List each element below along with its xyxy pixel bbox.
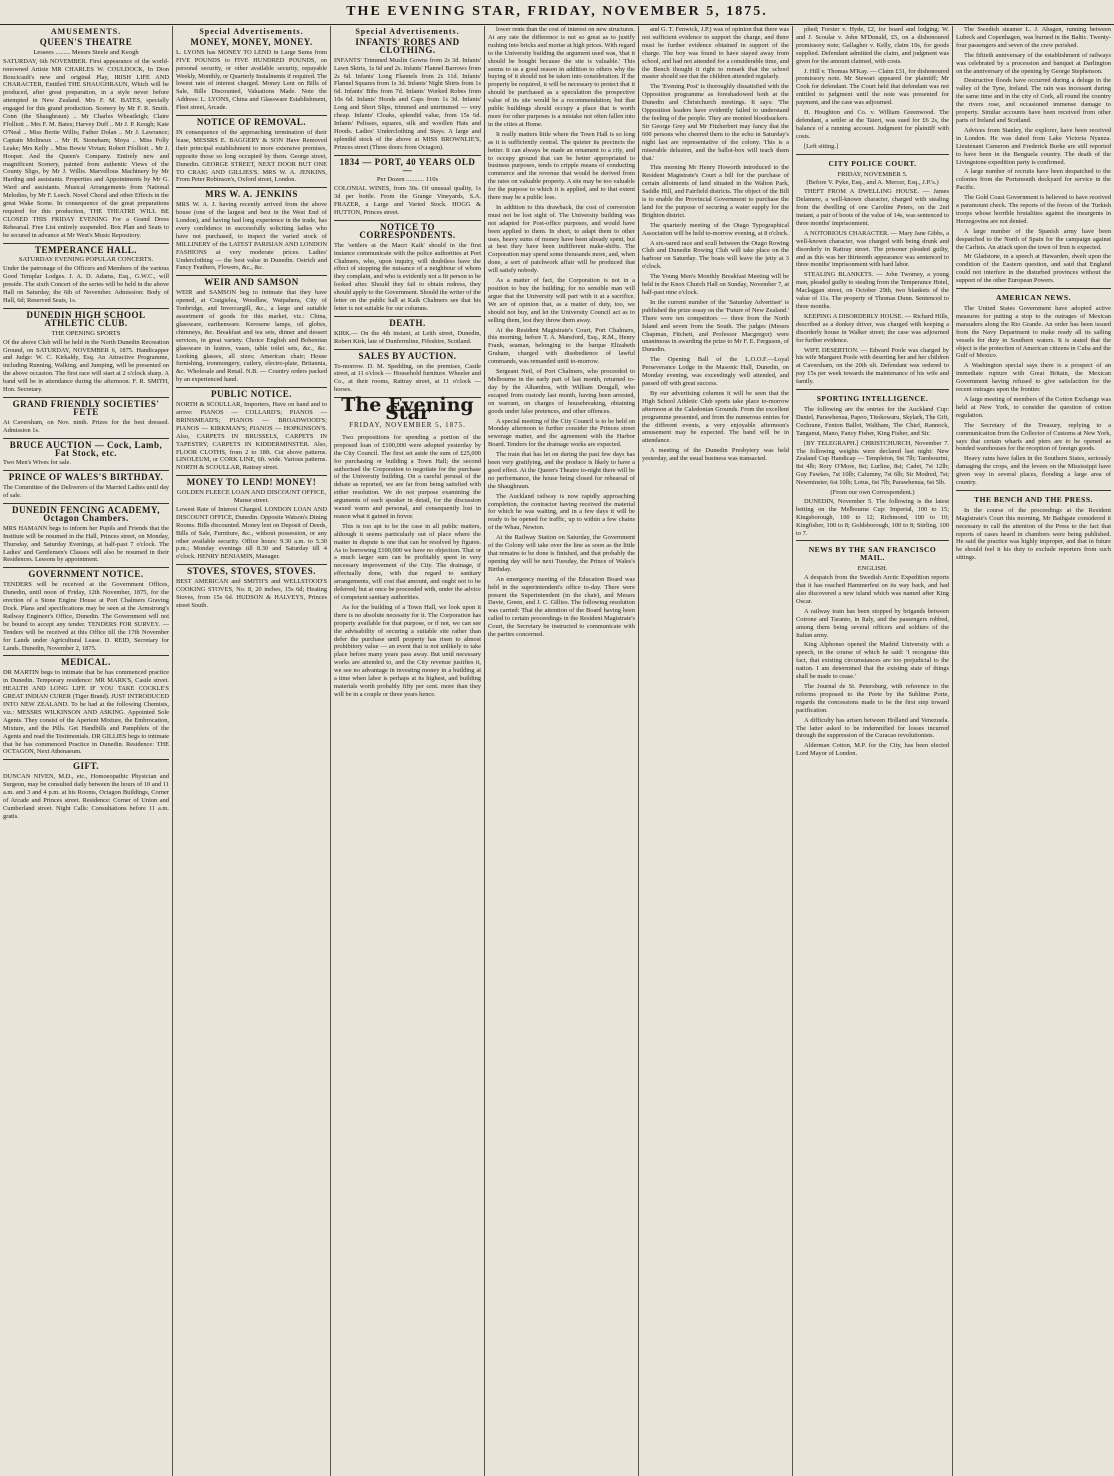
mail-heading: NEWS BY THE SAN FRANCISCO MAIL. [808,545,937,563]
news-paragraph: This morning Mr Henry Howorth introduced to the Resident Magistrate's Court a bill for the purchase of certain allotments of land situated in the Walton Park, Saddle Hill, and Fairfield districts. The object of the Bill is to enable the Provincial Government to purchase the land for the purpose of securing a water supply for the Brighton district. [642,164,789,219]
advertisement [176,36,327,112]
news-paragraph: The fiftieth anniversary of the establishment of railways was celebrated by a procession and banquet at Darlington on the anniversary of the opening by George Stephenson. [956,51,1111,75]
advertisement [3,567,169,652]
ad-body: DUNCAN NIVEN, M.D., etc., Homoeopathic Physician and Surgeon, may be consulted daily between the hours of 10 and 11 a.m. and 3 and 4 p.m. at his Rooms, Octagon Buildings, Corner of Arcade and Princes street. Residence: Corner of Union and Cumberland street. Night Calls: Consultations before 11 a.m. gratis. [3,773,169,820]
ad-body: BEST AMERICAN and SMITH'S and WELLSTOOD'S COOKING STOVES, No. 8, 20 inches, 15s 6d; Heating Stoves, from 15s 6d. HUDSON & HALVEYS, Princes street South. [176,578,327,609]
ad-title: GIFT. [72,761,100,772]
news-paragraph: The Gold Coast Government is believed to have received a paramount check. The reports of the forces of the Turkish troops whose horrible brutalities against the insurgents in Herzegovina are not denied. [956,194,1111,225]
ad-body: The 'settlers at the Macri Kaik' should in the first instance communicate with the police authorities at Port Chalmers, who, upon inquiry, will doubtless have the effect of stopping the nuisance of a neighbour of whom they complain, and who is evidently not a fit person to be looked after. Should they fail to obtain redress, they should apply to the Government. Should the writer of the letter on the public hall at Kaik Chalmers see that his letter is not suitable for our columns. [334,241,481,312]
advertisement [176,564,327,610]
news-paragraph: The United States Government have adopted active measures for putting a stop to the outrages of Mexican marauders along the Rio Grande. An order has been issued from the Navy Department to make ready all its sailing vessels for duty in Southern waters. It is stated that the object is the protection of American citizens in Cuba and the Gulf of Mexico. [956,305,1111,360]
column-foreign-news [952,26,1114,1476]
ad-title: MONEY, MONEY, MONEY. [190,36,313,47]
news-paragraph: WIFE DESERTION. — Edward Poole was charged by his wife Margaret Poole with deserting her and her children at Caversham, on the 20th ult. Defendant was ordered to pay 15s per week towards the maintenance of his wife and family. [796,346,949,386]
bench-press-heading: THE BENCH AND THE PRESS. [974,494,1093,504]
ad-title: BRUCE AUCTION — Cock, Lamb, Fat Stock, etc. [9,439,163,458]
news-paragraph: Heavy rains have fallen in the Southern States, seriously damaging the crops, and the levees on the Mississippi have given way in several places, flooding a large area of country. [956,455,1111,487]
news-paragraph: KEEPING A DISORDERLY HOUSE. — Richard Hills, described as a donkey driver, was charged with keeping a disorderly house in Walker street; the case was adjourned for further evidence. [796,312,949,344]
column-heading: AMUSEMENTS. [50,27,122,36]
ad-title: QUEEN'S THEATRE [39,36,133,47]
news-paragraph: The following are the entries for the Auckland Cup: Daniel, Parawhenua, Papoo, Titokowaru, Skylark, The Gift, Cochrane, Fenton Ballot, Waltham, The Chief, Rannock, Tanganui, Mano, Fancy Fisher, King Fisher, and Sir. [796,405,949,437]
ad-body: NORTH & SCOULLAR, Importers, Have on hand and to arrive: PIANOS — COLLARD'S; PIANOS — BRINSMEAD'S; PIANOS — BROADWOOD'S; PIANOS — KIRKMAN'S; PIANOS — HOPKINSON'S. Also, CARPETS IN BRUSSELS, CARPETS IN TAPESTRY, CARPETS IN KIDDERMINSTER. Also, FLOOR CLOTHS, from 2 to 18ft. Cut above patterns. LINOLEUM, or CORK LINE, 6ft. wide. Various patterns. NORTH & SCOULLAR, Rattray street. [176,401,327,472]
divider-rule [3,759,169,760]
advertisement [3,308,169,394]
column-heading: Special Advertisements. [199,27,304,36]
advertisement [176,387,327,472]
news-paragraph: The quarterly meeting of the Otago Typographical Association will be held to-morrow evening, at 8 o'clock. [642,221,789,237]
editorial-paragraph: Two propositions for spending a portion of the proposed loan of £100,000 were adopted yesterday by the City Council. The first set aside the sum of £25,000 for purchasing or building a Town Hall; the second authorised the Corporation to negotiate for the purchase of the University building. On a careful perusal of the debate as reported, we are far from being satisfied with either resolution. We do not purpose examining the arguments of each speaker in detail, for the discussion waxed warm and personal, and consequently lost in reason what it gained in fervor. [334,433,481,520]
news-paragraph: The 'Evening Post' is thoroughly dissatisfied with the Opposition programme as foreshadowed both at the Dunedin and Christchurch meetings. It says: 'The Opposition leaders have evidently failed to understand the feeling of the people. They are monied bloodsuckers. Sir George Grey and Mr Fitzherbert may fancy that the 600 persons who cheered them to the echo in Saturday's night last are representative of the colony. This is a miserable delusion, and the ballot-box will teach them that.' [642,83,789,162]
ad-title: DUNEDIN FENCING ACADEMY, Octagon Chambers. [12,505,160,523]
news-paragraph: A large meeting of members of the Cotton Exchange was held at New York, to consider the question of cotton regulation. [956,395,1111,419]
ad-title: INFANTS' ROBES AND CLOTHING. [355,36,460,55]
divider-rule [3,397,169,398]
news-paragraph: H. Houghton and Co. v. William Greenwood. The defendant, a settler at the Taieri, was sued for £6 2s, the balance of a running account. Judgment for plaintiff with costs. [796,109,949,140]
news-paragraph: THEFT FROM A DWELLING HOUSE. — James Delamere, a well-known character, charged with stealing from the dwelling of one Caroline Peters, on the 2nd instant, a pair of boots of the value of 14s, was sentenced to three months' imprisonment. [796,188,949,227]
news-paragraph: [Left sitting.] [804,142,839,150]
divider-rule [3,438,169,439]
ad-body: L. LYONS has MONEY TO LEND in Large Sums from FIVE POUNDS to FIVE HUNDRED POUNDS, on personal security, or other available security, repayable Weekly, Monthly, or Quarterly Instalments if required. The lowest rate of interest charged. Money Lent on Bills of Sale, Bills Discounted, Valuations Made. Note the Address: L. LYONS, China and Glassware Establishment, Fleet street, Arcade. [176,48,327,112]
ad-body: MRS HAMANN begs to inform her Pupils and Friends that the Institute will be resumed in the Hall, Princes street, on Monday, Thursday, and Saturday Evenings, at half-past 7 o'clock. The Ladies' and Gentlemen's Classes will also be resumed in their Residences. Lessons by appointment. [3,524,169,564]
ad-title: GOVERNMENT NOTICE. [28,569,144,580]
ad-body: KIRK.— On the 4th instant, at Leith street, Dunedin, Robert Kirk, late of Dunfermline, Fifeshire, Scotland. [334,329,481,345]
american-news-heading: AMERICAN NEWS. [996,293,1071,303]
ad-body: MRS W. A. J. having recently arrived from the above house (one of the largest and best in the West End of London), and having had long experience in the trade, has every confidence in successfully soliciting ladies who have not purchased, to inspect the varied stock of MILLINERY of the LATEST PARISIAN AND LONDON FASHIONS at very moderate prices. Ladies' Underclothing — the best value in Dunedin. Ostrich and Fancy Feathers, Flowers, &c., &c. [176,201,327,272]
divider-rule [956,288,1111,289]
advertisement [3,655,169,756]
divider-rule [176,475,327,476]
news-paragraph: plied; Forster v. Hyde, £2, for board and lodging; W. and J. Scoular v. John M'Donald, £5, on a dishonoured promissory note; Gallagher v. Kelly, claim 10s, for goods supplied. Defendant admitted the claim, and judgment was given for the amount claimed, with costs. [796,26,949,65]
advertisement [3,243,169,305]
advertisement [334,349,481,395]
ad-body: COLONIAL WINES, from 30s. Of unusual quality, 1s 3d per bottle. From the Grange Vineyards, S.A. FRAZER, a Large and Varied Stock. HOGG & HUTTON, Princes street. [334,185,481,217]
advertisement [334,155,481,217]
news-paragraph: At the Resident Magistrate's Court, Port Chalmers, this morning, before T. A. Mansford, Esq., R.M., Henry Frank, seaman, belonging to the barque Elizabeth Graham, charged with disobedience of lawful commands, was remanded until to-morrow. [488,326,635,366]
ad-subtitle: THE OPENING SPORTS [51,329,121,337]
news-paragraph: A special meeting of the City Council is to be held on Monday afternoon to further consider the Princes street sewerage matter, and the agreement with the Harbor Board. Tenders for the drainage works are expected. [488,417,635,449]
column-amusements [0,26,172,1476]
news-paragraph: lower rents than the cost of interest on new structures. At any rate the difference is not so great as to justify rushing into bricks and mortar at high prices. With regard to the University building the argument used was, 'that it should be bought because the site is valuable.' This seems to us a good reason in addition to others why the buying of it should not be taken into consideration. If the property be required, it will be necessary to protect that it should be purchased as a speculation the prospective value of its site would be a recommendation; but that public buildings should occupy a place that is worth more for other purposes is a mistake not often fallen into in the cities at Home. [488,26,635,128]
divider-rule [334,349,481,350]
news-paragraph: A NOTORIOUS CHARACTER. — Mary Jane Gibbs, a well-known character, was charged with being drunk and disorderly in Rattray street. The prisoner pleaded guilty, and as this was her thirteenth appearance was sentenced to three months' imprisonment with hard labor. [796,229,949,269]
news-paragraph: Destructive floods have occurred during a deluge in the valley of the Tyne, Ireland. The rain was incessant during the same time and in the city of Cork, all round the country the rivers rose, and occasioned immense damage to property. Similar accounts have been received from other parts of Ireland and Scotland. [956,77,1111,124]
ad-title: PRINCE OF WALES'S BIRTHDAY. [8,472,164,483]
divider-rule [3,655,169,656]
divider-rule [176,275,327,276]
advertisement [334,36,481,152]
ad-body: Under the patronage of the Officers and Members of the various Good Templar Lodges. J. A. D. Adams, Esq., G.W.C., will preside. The sixth Concert of the series will be held in the above Hall on Saturday, the 6th of November. Admission: Body of Hall, 6d; Reserved Seats, 1s. [3,265,169,304]
news-paragraph: STEALING BLANKETS. — John Twomey, a young man, pleaded guilty to stealing from the Temperance Hotel, Maclaggan street, on October 29th, two blankets of the value of 11s. The property of Thomas Dunn. Sentenced to three months. [796,271,949,310]
ad-title: MRS W. A. JENKINS [205,189,298,200]
news-paragraph: A large number of the Spanish army have been despatched to the North of Spain for the campaign against the Carlists. An attack upon the town of Irun is expected. [956,227,1111,251]
news-paragraph: Mr Gladstone, in a speech at Hawarden, dwelt upon the condition of the Eastern question, and said that England could not interfere in the disturbed provinces without the support of the other European Powers. [956,253,1111,285]
ad-body: INFANTS' Trimmed Muslin Gowns from 2s 3d. Infants' Lawn Skirts, 1s 6d and 2s. Infants' Flannel Barrows from 2s 6d. Infants' Long Flannels from 2s 11d. Infants' Flannel Squares from 1s 3d. Infants' Night Shirts from 1s 6d. Infants' Bibs from 7d. Infants' Worked Robes from 10s 6d. Infants' Hoods and Caps from 1s 3d. Infants' Long and Short Slips, trimmed and untrimmed — very cheap. Infants' Cloaks, splendid value, from 15s 6d. Infants' Pelisses, squares, silk and woollen Hats and Hoods. Ladies' Underclothing and Stays. A large and splendid stock of the above at MISS BROWNLIE'S, Princes street (Three doors from Octagon). [334,56,481,151]
news-paragraph: The Secretary of the Treasury, replying to a communication from the Collector of Customs at New York, says that certain wharfs and piers are to be opened as bonded warehouses for the reception of foreign goods. [956,421,1111,453]
advertisement [3,36,169,240]
news-paragraph: In the course of the proceedings at the Resident Magistrate's Court this morning, Mr Bathgate considered it necessary to call the attention of the Press to the fact that reports of cases heard in chambers were being published. He said the practice was highly improper, and that in future he should feel it his duty to exclude reporters from such sittings. [956,506,1111,562]
divider-rule [3,308,169,309]
ad-title: TEMPERANCE HALL. [34,244,137,255]
advertisement [3,397,169,435]
news-paragraph: A Washington special says there is a prospect of an immediate rupture with Great Britain, the Mexican Government having refused to give satisfaction for the recent outrages upon the frontier. [956,362,1111,394]
divider-rule [796,540,949,541]
advertisement [3,470,169,500]
advertisement [334,316,481,346]
news-paragraph: The Journal de St. Petersburg, with reference to the reforms proposed to the Porte by the Sublime Porte, regards the concessions made to be the first step toward pacification. [796,682,949,714]
editorial-paragraph: This is too apt to be the case in all public matters, although it seems particularly out of place where the matter in dispute is one that can be resolved by figures. As to borrowing £100,000 we have no objection. That or a much larger sum can be profitably spent in very necessary improvement of the City. The drainage, if effectually done, with due regard to sanitary arrangements, will cost that amount, and ought not to be deferred; but at once be proceeded with, under the advice of competent sanitary authorities. [334,522,481,601]
ad-title: GRAND FRIENDLY SOCIETIES' FETE [12,398,160,417]
divider-rule [334,155,481,156]
advertisement [334,220,481,313]
divider-rule [956,490,1111,491]
ad-body: TENDERS will be received at the Government Offices, Dunedin, until noon of Friday, 12th November, 1875, for the erection of a Stone Engine House at Port Chalmers Graving Dock. Plans and specifications may be seen at the Armstrong's Railway Engineer's Office, Dunedin. The Government will not be bound to accept any tender. TENDERS FOR SURVEY. — Tenders will be received at this Office till the 17th November for Lands under Agricultural Lease. D. REID, Secretary for Lands. Dunedin, November 2, 1875. [3,581,169,652]
ad-body: Lowest Rate of Interest Charged. LONDON LOAN AND DISCOUNT OFFICE, Dunedin. Opposite Watson's Dining Rooms. Bills discounted. Money lent on Deposit of Deeds, Bills of Sale, Furniture, &c., without possession, or any other available security. Office hours: 9.30 a.m. to 5.30 p.m.; Monday evenings till 8.30 and Saturday till 4 o'clock. HENRY BENJAMIN, Manager. [176,505,327,561]
divider-rule [176,187,327,188]
news-paragraph: DUNEDIN, November 5. The following is the latest betting on the Melbourne Cup: Imperial, 100 to 15; Kingsborough, 100 to 12; Richmond, 100 to 10; Kingfisher, 100 to 8; Goldsborough, 100 to 8; Stirling, 100 to 7. [796,497,949,537]
editorial-paragraph: As for the building of a Town Hall, we look upon it there is no absolute necessity for it. The Corporation has property available for that purpose, or if not, we can see the advisability of securing a suitable site rather than defer the purchase until property has risen to almost prohibitory value — an event that is not unlikely to take place before many years pass away. But until necessary works are attended to, and the City revenue justifies it, we see no advantage in investing money in a building at a time when labor is perhaps at its highest, and building materials worth probably fifty per cent. more than they will be in a couple or three years hence. [334,603,481,698]
news-paragraph: In the current number of the 'Saturday Advertiser' is published the prize essay on the 'Future of New Zealand.' There were ten competitors — three from the North Island and seven from the South. The judges (Messrs Chapman, Fitchett, and Professor Macgregor) were unanimous in awarding the prize to Mr F. E. Ferguson, of Dunedin. [642,298,789,354]
advertisement [176,475,327,561]
news-paragraph: The Young Men's Monthly Breakfast Meeting will be held in the Knox Church Hall on Sunday, November 7, at half-past nine o'clock. [642,273,789,296]
news-paragraph: The Opening Ball of the L.O.O.F.—Loyal Perseverance Lodge in the Masonic Hall, Dunedin, on Monday evening, was exceedingly well attended, and passed off with great success. [642,356,789,387]
advertisement [176,187,327,272]
advertisement [176,115,327,184]
news-paragraph: As a matter of fact, the Corporation is not in a position to buy the building; for no sensible man will argue that the University will part with it at a sacrifice. We are of opinion that, as a matter of duty, too, we should not buy, and let the University Council act as to selling them, lest they throw them away. [488,277,635,324]
ad-title: PUBLIC NOTICE. [210,389,292,400]
column-local-news [638,26,792,1476]
news-paragraph: An emergency meeting of the Education Board was held in the superintendent's office to-day. There were present the Superintendent (in the chair), and Messrs Davie, Green, and J. C. Gillies. The following resolution was carried: That the attention of the Board having been called to certain proceedings in the Resident Magistrate's Court, the Secretary be instructed to communicate with the parties concerned. [488,575,635,639]
advertisement [176,275,327,384]
news-paragraph: King Alphonso opened the Madrid University with a speech, in the course of which he said: 'I recognise this fact, that existing circumstances are too prejudicial to the nation. I am determined that the existing state of things shall be made to cease.' [796,641,949,681]
ad-body: To-morrow. D. M. Spedding, on the premises, Castle street, at 11 o'clock — Household furniture. Wheeler and Co., at their rooms, Rattray street, at 11 o'clock — horses. [334,362,481,394]
ad-title: DUNEDIN HIGH SCHOOL ATHLETIC CLUB. [26,309,146,328]
news-paragraph: A large number of recruits have been despatched to the colonies from the Portsmouth dockyard for service in the Pacific. [956,168,1111,192]
ad-title: WEIR AND SAMSON [204,277,299,288]
news-paragraph: A despatch from the Swedish Arctic Expedition reports that it has reached Hammerfest on its way back, and had also discovered a new island which was named after King Oscar. [796,574,949,605]
ad-subtitle: Lessees ......... Messrs Steele and Keogh [33,48,139,56]
divider-rule [3,243,169,244]
ad-title: MONEY TO LEND! MONEY! [186,477,317,488]
ad-body: Of the above Club will be held in the North Dunedin Recreation Ground, on SATURDAY, NOVEMBER 6, 1875. Handicapper and Judge: W. C. Kirkaldy, Esq. An Attractive Programme, including Running, Walking, and Jumping, will be presented on the above occasion. The first race will start at 2 o'clock sharp. A band will be in attendance during the afternoon. F. R. SMITH, Hon. Secretary. [3,338,169,394]
divider-rule [796,154,949,155]
news-paragraph: Sergeant Neil, of Port Chalmers, who proceeded to Melbourne in the early part of last month, returned to-day by the Alhambra, with William Dougall, who escaped from custody last month, having been arrested, on warrant, on charges of housebreaking, obtaining goods under false pretences, and other offences. [488,368,635,415]
divider-rule [3,567,169,568]
news-paragraph: It really matters little where the Town Hall is so long as it is sufficiently central. The quieter its precincts the better. It can always be made an ornament to a city, and to occupy ground that can be better appropriated to business purposes, tends to cripple means of conducting commerce and the revenue that would be derived from the rates on valuable property. A site may be too valuable for the purpose to which it is applied, and to that extent there may be a public loss. [488,130,635,202]
police-court-date: FRIDAY, NOVEMBER 5. [837,170,908,178]
news-paragraph: Alderman Cotton, M.P. for the City, has been elected Lord Mayor of London. [796,742,949,758]
column-heading: Special Advertisements. [355,27,460,36]
ad-body: SATURDAY, 6th NOVEMBER. First appearance of the world-renowned Artiste MR CHARLES W. COULDOCK, In Dion Boucicault's new and original Play, IRISH LIFE AND CHARACTER, Entitled THE SHAUGHRAUN, Which will be produced, after great preparation, in a style never before attempted in New Zealand. Mrs F. M. BATES, specially engaged for this grand production. Scenery by Mr F. R. Smith. Conn (the Shaughraun) .. Mr Charles Wheatleigh; Claire Ffolliott .. Mrs F. M. Bates; Harvey Duff .. Mr J. P. Keogh; Kate O'Neal .. Miss Bertie Willis; Father Dolan .. Mr J. Lawrance; Captain Molineux .. Mr H. Stoneham; Moya .. Miss Polly Leake; Mrs Kelly .. Miss Bowie Vivian; Robert Ffolliott .. Mr J. Hooper. And the Queen's Company. Entirely new and magnificent Scenery, painted from authentic Views of the County Sligo, by Mr J. Willis. Marvellous Machinery by Mr Harding and assistants. Properties and Appointments by Mr G. Ward and assistants. Musical Arrangements from National Melodies, by Mr F. Leech. Novel Choral and other Effects in the great Wake Scene. In consequence of the great preparations required for this production, THE THEATRE WILL BE CLOSED THIS FRIDAY EVENING For a Grand Dress Rehearsal. Free List entirely suspended. Box Plan and Seats to be secured in advance at Mr West's Music Repository. [3,57,169,239]
divider-rule [3,470,169,471]
police-court-bench: (Before V. Pyke, Esq., and A. Mercer, Esq., J.P.'s.) [806,179,939,187]
news-paragraph: A meeting of the Dunedin Presbytery was held yesterday, and the usual business was transacted. [642,447,789,463]
ad-subtitle: FRIDAY, NOVEMBER 5, 1875. [349,420,466,429]
news-paragraph: The train that has let on during the past few days has been very gratifying, and the produce is likely to have a good effect. At the Queen's Theatre to-night there will be no performance, the house being closed for rehearsal of the Shaughraun. [488,451,635,490]
mail-subheading: ENGLISH. [857,565,888,573]
ad-body: IN consequence of the approaching termination of their lease, MESSRS E. BAGGERY & SON Have Removed their principal establishment to more extensive premises, opposite those so long occupied by them. George street, Dunedin. GEORGE STREET, NEXT DOOR BUT ONE TO CRAIG AND GILLIES'S. MRS W. A. JENKINS, From Peter Robinson's, Oxford street, London. [176,128,327,184]
divider-rule [334,316,481,317]
divider-rule [176,387,327,388]
columns-container [0,26,1114,1476]
ad-title: DEATH. [389,317,426,328]
ad-subtitle: GOLDEN FLEECE LOAN AND DISCOUNT OFFICE, Manse street. [176,489,327,505]
ad-body: WEIR and SAMSON beg to intimate that they have opened, at Craigielea, Woodlaw, Waipahera, City of Tonbridge, and Invercargill, &c., a large and suitable assortment of goods for this market, viz.: China, glassware, earthenware. Kerosene lamps, oil globes, chimneys, &c. Breakfast and tea sets, dinner and dessert services, in great variety. Choice English and Bohemian glassware in lustres, vases, table toilet sets, &c., &c. Looking glasses, all sizes; American chair; House furnishing, ironmongery, cutlery, electro-plate, Britannia, &c. Wholesale and Retail. N.B. — Country orders packed by an experienced hand. [176,289,327,384]
news-paragraph: J. Hill v. Thomas M'Kay. — Claim £31, for dishonoured promissory note. Mr Stewart appeared for plaintiff; Mr Cook for defendant. The Court held that defendant was not entitled to judgment until the note was presented for payment, and the case was adjourned. [796,67,949,107]
ad-body: DR MARTIN begs to intimate that he has commenced practice in Dunedin. Temporary residence: MR MARK'S, Castle street. HEALTH AND LONG LIFE IF YOU TAKE COCKLE'S GREAT INDIAN CURER (Tiger Brand). JUST INTRODUCED INTO NEW ZEALAND. To be had at the following Chemists, viz.: MESSRS WILKINSON AND ASKING. Appointed Sole Agents. They consist of the Aperient Mixture, the Embrocation, Mixture, and the Pills. Get Handbills and Pamphlets of the Agents and read the Testimonials. DR GILLIES begs to intimate that he has commenced Practice in Dunedin. Residence: THE OCTAGON, Next Athenaeum. [3,669,169,756]
ad-title: NOTICE TO CORRESPONDENTS. [359,221,456,240]
news-paragraph: The Swedish steamer L. J. Abagen, running between Lubeck and Copenhagen, was burned in the Baltic. Twenty-four passengers and seven of the crew perished. [956,26,1111,49]
divider-rule [176,115,327,116]
divider-rule [176,564,327,565]
column-special-ads-1 [172,26,330,1476]
divider-rule [796,389,949,390]
ad-title: 1834 — PORT, 40 YEARS OLD — [339,156,476,175]
news-paragraph: By our advertising columns it will be seen that the High School Athletic Club sports take place to-morrow afternoon at the Caledonian Grounds. From the excellent programme presented, and from the numerous entries for the different events, a very enjoyable afternoon's amusement may be expected. The band will be in attendance. [642,389,789,445]
police-court-heading: CITY POLICE COURT. [828,158,917,168]
news-paragraph: In addition to this drawback, the cost of conversion must not be lost sight of. The University building was not adapted for Post-office purposes, and would have been applied to them. In short, to adapt them to other uses, heavy sums of money have been already spent, but at best they have been indifferent make-shifts. The Corporation may spend some thousands more, and, when done, a sort of patchwork affair will be produced that will satisfy nobody. [488,203,635,275]
correspondent-note: (From our own Correspondent.) [830,489,915,497]
divider-rule [3,503,169,504]
masthead: THE EVENING STAR, FRIDAY, NOVEMBER 5, 1875. [0,0,1114,25]
news-paragraph: Advices from Stanley, the explorer, have been received in London. He was dated from Lake Victoria Nyanza. Lieutenant Cameron and Frederick Burke are still reported to have been in the Benguela country. The death of the Livingstone expedition party is confirmed. [956,126,1111,166]
news-paragraph: A railway train has been stopped by brigands between Cotrone and Taranto, in Italy, and the passengers robbed, among them being several officers and soldiers of the Italian army. [796,607,949,639]
ad-body: At Caversham, on Nov. ninth. Prizes for the best dressed. Admission 1s. [3,418,169,434]
ad-body: The Committee of the Deliverers of the Married Ladies until day of sale. [3,484,169,500]
column-special-ads-2 [330,26,484,1476]
advertisement [3,759,169,820]
advertisement [334,394,481,430]
advertisement [3,503,169,564]
ad-subtitle: SATURDAY EVENING POPULAR CONCERTS. [18,256,154,264]
ad-title: STOVES, STOVES, STOVES. [187,566,316,577]
ad-subtitle: Per Dozen ........... 110s [376,176,439,184]
ad-body: Two Men's Wives for sale. [3,459,71,467]
column-courts-and-news [792,26,952,1476]
ad-title: MEDICAL. [61,657,111,668]
column-editorial-continued [484,26,638,1476]
news-paragraph: and G. T. Fenwick, J.P.) was of opinion that there was not sufficient evidence to support the charge, and there must be further evidence obtained in support of the charge. The boy was found to have stayed away from school, and had not attended for a considerable time, and the Bench thought it right to remark that the school master should see that the children attended regularly. [642,26,789,81]
divider-rule [334,220,481,221]
sporting-heading: SPORTING INTELLIGENCE. [816,394,929,404]
news-paragraph: At the Railway Station on Saturday, the Government of the Colony will take over the line as soon as the little that remains to be done is finished, and that probably the opening day will be next Tuesday, the Prince of Wales's Birthday. [488,534,635,573]
news-paragraph: The Auckland railway is now rapidly approaching completion, the contractor having received the material for which he was waiting, and in a few days it will be ready to be opened for traffic, up to within a few chains of the Whau, Newton. [488,492,635,532]
ad-title: NOTICE OF REMOVAL. [196,117,307,128]
advertisement [3,438,169,468]
ad-title: SALES BY AUCTION. [358,350,457,361]
news-paragraph: A difficulty has arisen between Holland and Venezuela. The latter asked to be indemnified for losses incurred through the suppression of the Curacao revolutionists. [796,716,949,740]
paper-nameplate: The Evening Star [341,394,474,425]
news-paragraph: A six-oared race and scull between the Otago Rowing Club and Dunedin Rowing Club will take place on the harbour on Saturday. The boats will leave the jetty at 3 o'clock. [642,239,789,271]
news-paragraph: [BY TELEGRAPH.] CHRISTCHURCH, November 7. The following weights were declared last night: New Zealand Cup Handicap — Templeton, 9st 7lb; Tambourini, 8st 4lb; Rory O'More, 8st; Lurline, 8st; Cadet, 7st 12lb; Guy Fawkes, 7st 10lb; Calumny, 7st 6lb; Sir Modred, 7st; Newminster, 6st 10lb; Lotus, 6st 7lb; Parawhenua, 6st 5lb. [796,439,949,487]
